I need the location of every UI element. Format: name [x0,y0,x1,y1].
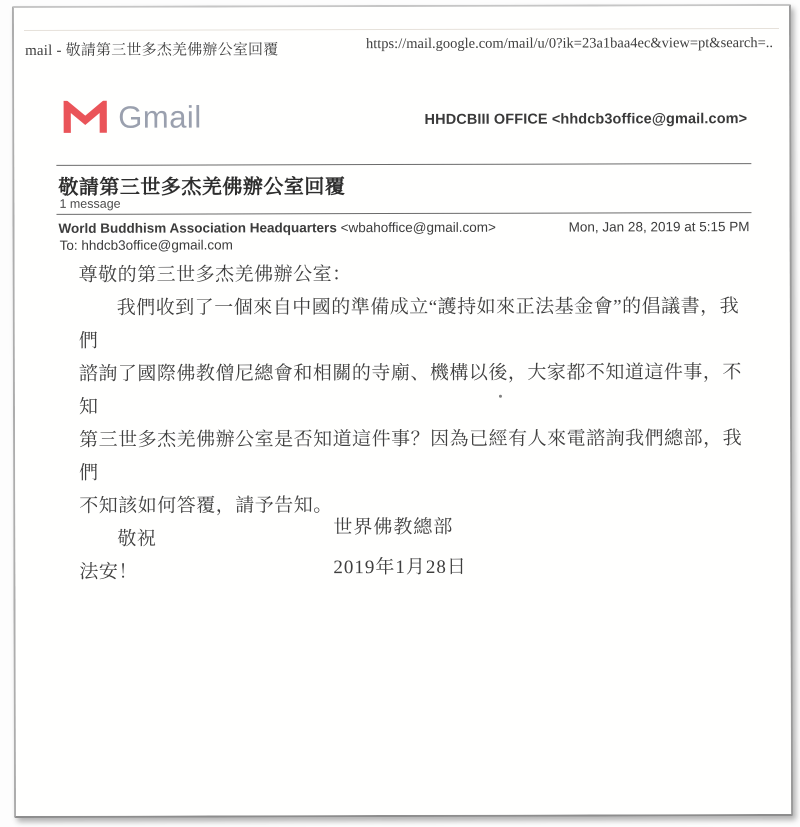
account-owner-header: HHDCBIII OFFICE <hhdcb3office@gmail.com> [424,111,748,128]
signature-block [333,512,467,592]
message-date: Mon, Jan 28, 2019 at 5:15 PM [568,219,750,235]
body-line: 諮詢了國際佛教僧尼總會和相關的寺廟、機構以後，大家都不知道這件事，不知 [78,362,742,418]
body-line: 我們收到了一個來自中國的準備成立“護持如來正法基金會”的倡議書，我們 [78,296,740,352]
gmail-m-icon [62,101,108,135]
closing-wish: 法安！ [79,561,138,583]
scan-artifact-dot [499,395,502,398]
closing-salutation: 敬祝 [117,528,157,550]
gmail-wordmark: Gmail [118,99,202,135]
sender-line [59,220,496,236]
message-count: 1 message [59,196,121,211]
gmail-logo [62,100,202,136]
sender-name: World Buddhism Association Headquarters [58,220,337,236]
signature-name: 世界佛教總部 [333,516,454,539]
subject-divider-top [56,163,751,166]
body-line: 不知該如何答覆，請予告知。 [79,495,333,517]
print-header-divider [24,28,779,31]
greeting-line: 尊敬的第三世多杰羌佛辦公室： [78,264,352,286]
recipient-line: To: hhdcb3office@gmail.com [59,237,233,253]
email-subject: 敬請第三世多杰羌佛辦公室回覆 [58,176,346,199]
print-page-title: mail - 敬請第三世多杰羌佛辦公室回覆 [25,42,279,59]
signature-date: 2019年1月28日 [333,556,467,579]
scanned-email-page [12,4,793,818]
print-page-url: https://mail.google.com/mail/u/0?ik=23a1baa4ec&view=pt&search=.. [365,35,774,53]
body-line: 第三世多杰羌佛辦公室是否知道這件事？因為已經有人來電諮詢我們總部，我們 [79,428,743,484]
subject-divider-bottom [56,212,751,215]
sender-email: <wbahoffice@gmail.com> [336,219,496,236]
